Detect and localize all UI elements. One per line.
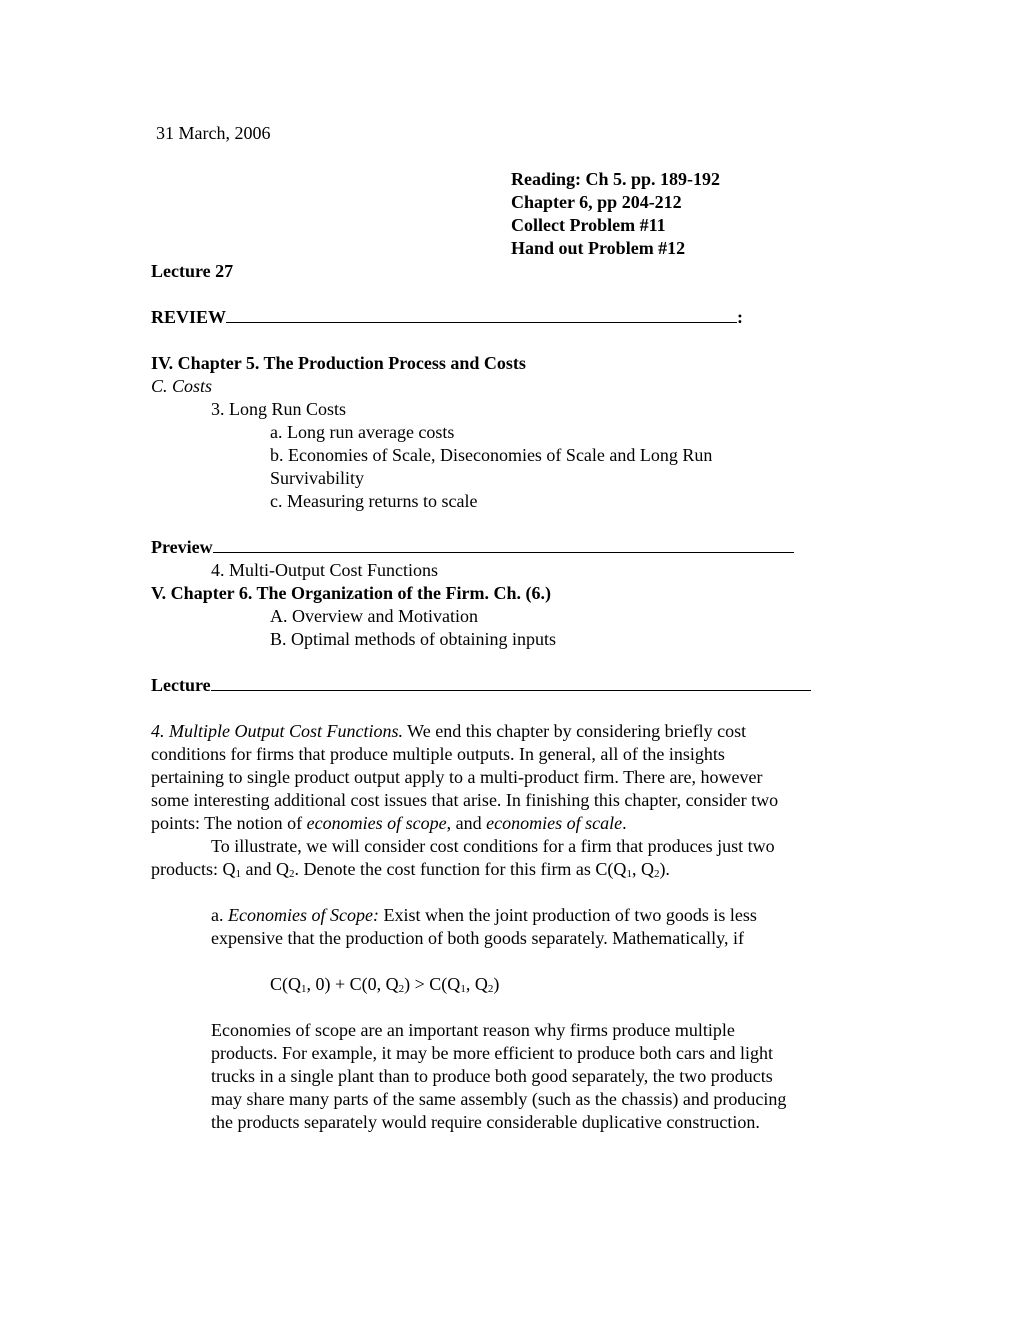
review-item: a. Long run average costs xyxy=(270,422,455,442)
lecture-heading xyxy=(151,674,811,696)
text: ) xyxy=(493,974,500,994)
lecture-title: Lecture 27 xyxy=(151,261,234,281)
underline-rule xyxy=(211,675,811,691)
preview-item: 4. Multi-Output Cost Functions xyxy=(211,560,439,580)
review-chapter: IV. Chapter 5. The Production Process and Costs xyxy=(151,353,526,373)
review-item: c. Measuring returns to scale xyxy=(270,491,478,511)
text: , Q xyxy=(631,859,654,879)
subscript: 1 xyxy=(235,868,241,880)
text: , and xyxy=(446,813,487,833)
paragraph-line: products. For example, it may be more efficient to produce both cars and light xyxy=(211,1043,774,1063)
paragraph-line: pertaining to single product output apply to a multi-product firm. There are, however xyxy=(151,767,763,787)
text: points: The notion of xyxy=(151,813,307,833)
text: Exist when the joint production of two goods is less xyxy=(378,905,757,925)
preview-item: B. Optimal methods of obtaining inputs xyxy=(270,629,556,649)
formula xyxy=(270,973,499,995)
subscript: 1 xyxy=(460,983,466,995)
paragraph-line: expensive that the production of both goods separately. Mathematically, if xyxy=(211,928,745,948)
preview-chapter: V. Chapter 6. The Organization of the Firm. Ch. (6.) xyxy=(151,583,551,603)
text: ) > C(Q xyxy=(404,974,461,994)
text: a. xyxy=(211,905,228,925)
paragraph-line: some interesting additional cost issues that arise. In finishing this chapter, consider two xyxy=(151,790,779,810)
text: and Q xyxy=(241,859,289,879)
review-colon: : xyxy=(737,307,744,327)
lecture-label: Lecture xyxy=(151,675,211,695)
assignment-handout: Hand out Problem #12 xyxy=(511,238,686,258)
assignment-reading: Reading: Ch 5. pp. 189-192 xyxy=(511,169,721,189)
date: 31 March, 2006 xyxy=(156,123,271,143)
underline-rule xyxy=(213,537,794,553)
paragraph-line: conditions for firms that produce multiple outputs. In general, all of the insights xyxy=(151,744,725,764)
paragraph-line: To illustrate, we will consider cost conditions for a firm that produces just two xyxy=(211,836,775,856)
text: , 0) + C(0, Q xyxy=(306,974,399,994)
review-section: C. Costs xyxy=(151,376,213,396)
paragraph-line: may share many parts of the same assembly (such as the chassis) and producing xyxy=(211,1089,787,1109)
subscript: 1 xyxy=(626,868,632,880)
preview-label: Preview xyxy=(151,537,213,557)
paragraph-line: trucks in a single plant than to produce both good separately, the two products xyxy=(211,1066,773,1086)
term: Economies of Scope: xyxy=(228,905,379,925)
subscript: 2 xyxy=(653,868,660,880)
review-subsection: 3. Long Run Costs xyxy=(211,399,347,419)
subscript: 2 xyxy=(398,983,405,995)
paragraph-line: the products separately would require considerable duplicative construction. xyxy=(211,1112,760,1132)
assignment-collect: Collect Problem #11 xyxy=(511,215,666,235)
text: . xyxy=(622,813,627,833)
paragraph-line: Economies of scope are an important reason why firms produce multiple xyxy=(211,1020,735,1040)
subscript: 2 xyxy=(487,983,494,995)
text: C(Q xyxy=(270,974,301,994)
section-title: 4. Multiple Output Cost Functions. xyxy=(151,721,403,741)
text: products: Q xyxy=(151,859,236,879)
underline-rule xyxy=(226,307,737,323)
paragraph-line xyxy=(211,904,757,926)
review-item: Survivability xyxy=(270,468,364,488)
assignment-chapter: Chapter 6, pp 204-212 xyxy=(511,192,682,212)
term: economies of scope xyxy=(306,813,447,833)
review-item: b. Economies of Scale, Diseconomies of Scale and Long Run xyxy=(270,445,713,465)
text: ). xyxy=(659,859,670,879)
review-label: REVIEW xyxy=(151,307,227,327)
subscript: 1 xyxy=(301,983,307,995)
text: We end this chapter by considering briefly cost xyxy=(403,721,747,741)
subscript: 2 xyxy=(289,868,295,880)
paragraph-line xyxy=(151,858,670,880)
preview-item: A. Overview and Motivation xyxy=(270,606,478,626)
text: , Q xyxy=(465,974,488,994)
paragraph-line xyxy=(151,720,746,742)
review-heading xyxy=(151,306,743,328)
paragraph-line xyxy=(151,812,627,834)
text: . Denote the cost function for this firm as C(Q xyxy=(294,859,627,879)
term: economies of scale xyxy=(486,813,623,833)
preview-heading xyxy=(151,536,794,558)
